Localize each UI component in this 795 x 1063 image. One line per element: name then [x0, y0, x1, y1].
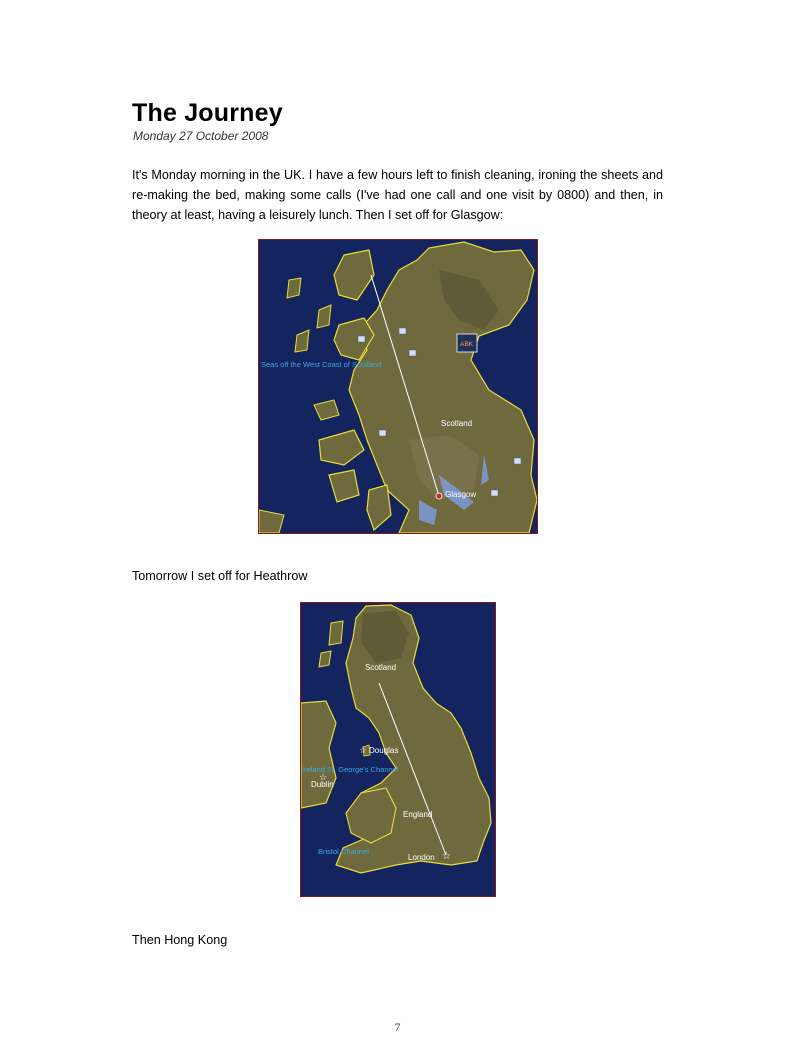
scotland-map-graphic [259, 240, 537, 533]
dublin-star-icon: ☆ [319, 772, 328, 782]
intro-paragraph: It's Monday morning in the UK. I have a few hours left to finish cleaning, ironing the sheets and re-making the bed, making some calls (I've had one call and one visit by 0800) and then, in theory at least, having a leisurely lunch. Then I set off for Glasgow: [132, 168, 663, 222]
scotland-label-uk: Scotland [365, 663, 397, 672]
london-label: London [408, 853, 435, 862]
bristol-channel-label: Bristol Channel [318, 847, 369, 856]
document-title: The Journey [132, 99, 283, 127]
douglas-star-icon: ☆ [359, 745, 368, 755]
sea-label: Seas off the West Coast of Scotland [261, 360, 382, 369]
channel-label: Ireland St. George's Channel [302, 765, 399, 774]
uk-route-map [300, 602, 496, 897]
abk-badge-label: ABK [460, 341, 474, 348]
glasgow-label: Glasgow [445, 490, 477, 499]
scotland-route-map [258, 239, 538, 534]
scotland-label: Scotland [441, 419, 473, 428]
caption-heathrow: Tomorrow I set off for Heathrow [132, 569, 308, 583]
uk-map-graphic [301, 603, 495, 896]
page-number: 7 [394, 1020, 401, 1034]
dublin-label: Dublin [311, 780, 334, 789]
douglas-label: Douglas [369, 746, 399, 755]
ireland-shape [301, 701, 336, 808]
london-star-icon: ☆ [442, 851, 451, 862]
glasgow-marker [436, 493, 442, 499]
post-date: Monday 27 October 2008 [133, 129, 269, 143]
england-label: England [403, 810, 433, 819]
caption-hongkong: Then Hong Kong [132, 933, 228, 947]
